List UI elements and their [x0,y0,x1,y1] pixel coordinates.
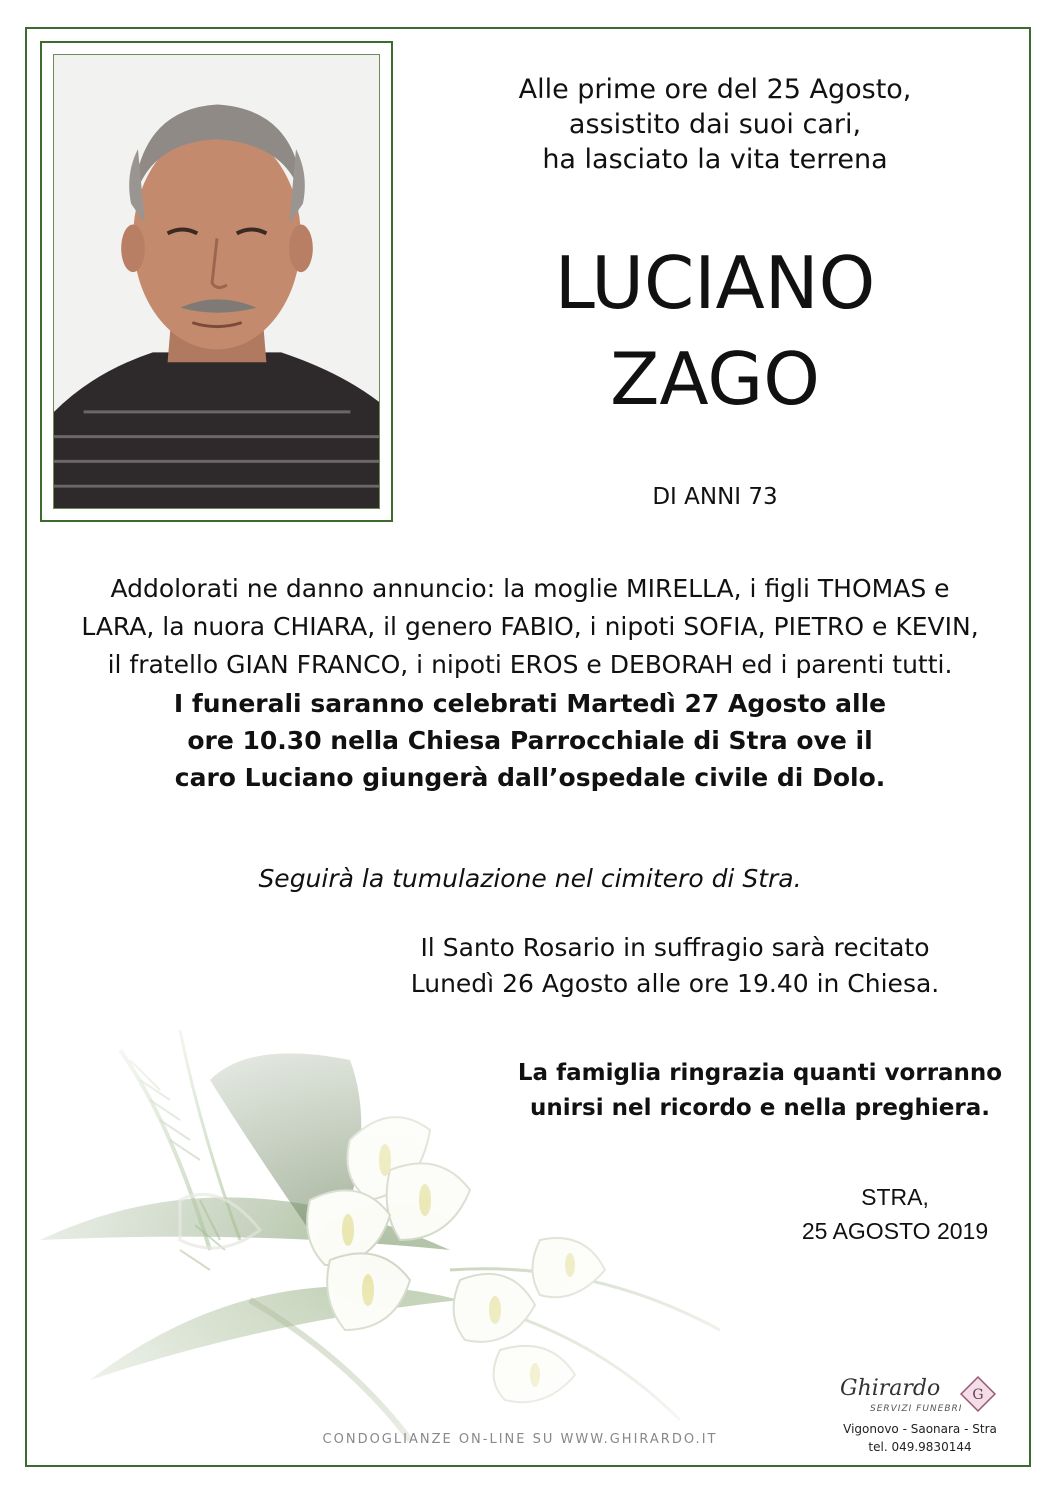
announcement-line: Addolorati ne danno annuncio: la moglie MIRELLA, i figli THOMAS e [110,574,950,603]
portrait-photo [53,54,380,509]
intro-text [460,72,970,177]
thanks-line: La famiglia ringrazia quanti vorranno [517,1060,1003,1086]
intro-line: Alle prime ore del 25 Agosto, [518,74,912,105]
portrait-frame [40,41,393,522]
place-date-text: 25 AGOSTO 2019 [801,1218,989,1244]
funeral-line: caro Luciano giungerà dall’ospedale civile di Dolo. [174,763,886,792]
rosary-line: Lunedì 26 Agosto alle ore 19.40 in Chiesa. [410,969,940,998]
rosary-text [360,930,990,1002]
place-date [760,1180,1030,1248]
announcement-line: il fratello GIAN FRANCO, i nipoti EROS e DEBORAH ed i parenti tutti. [107,650,953,679]
logo-towns: Vigonovo - Saonara - Stra [843,1422,997,1436]
funeral-text [120,685,940,796]
condolences-footer: CONDOGLIANZE ON-LINE SU WWW.GHIRARDO.IT [322,1432,718,1447]
ghirardo-logo [810,1376,1030,1466]
logo-phone: tel. 049.9830144 [868,1440,972,1454]
rosary-line: Il Santo Rosario in suffragio sarà recitato [420,933,930,962]
first-name: LUCIANO [554,241,876,325]
diamond-g-icon [958,1374,998,1414]
intro-line: assistito dai suoi cari, [568,109,862,140]
deceased-name [460,235,970,427]
thanks-text [470,1056,1050,1126]
last-name: ZAGO [610,337,820,421]
intro-line: ha lasciato la vita terrena [542,144,888,175]
funeral-line: I funerali saranno celebrati Martedì 27 Agosto alle [173,689,887,718]
funeral-line: ore 10.30 nella Chiesa Parrocchiale di Stra ove il [187,726,873,755]
place-city: STRA, [861,1184,929,1210]
svg-text:G: G [972,1387,984,1403]
announcement-line: LARA, la nuora CHIARA, il genero FABIO, i nipoti SOFIA, PIETRO e KEVIN, [81,612,979,641]
logo-name: Ghirardo [840,1376,941,1401]
announcement-text [45,570,1015,684]
age-text: DI ANNI 73 [652,484,778,510]
logo-subtitle: SERVIZI FUNEBRI [870,1404,963,1414]
burial-text: Seguirà la tumulazione nel cimitero di Stra. [258,864,802,893]
thanks-line: unirsi nel ricordo e nella preghiera. [530,1095,990,1121]
